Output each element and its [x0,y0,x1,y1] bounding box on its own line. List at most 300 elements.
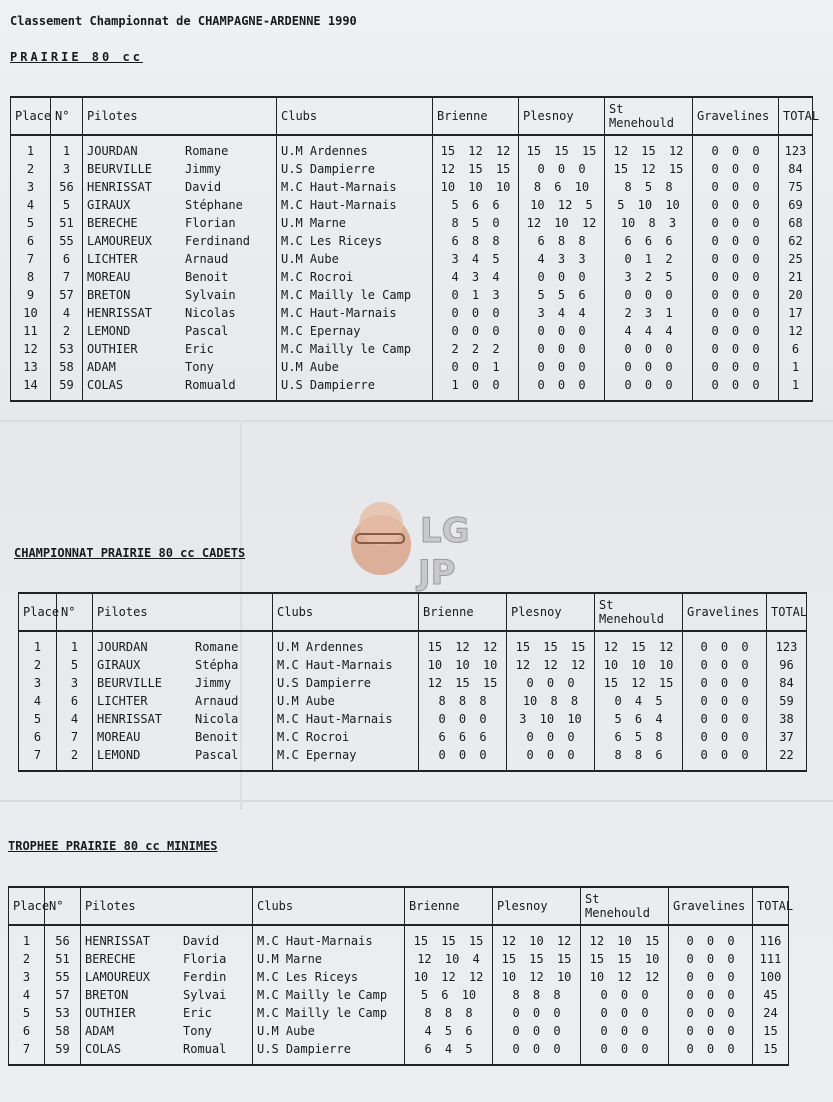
st-menehould-scores: 10 8 3 [605,214,693,232]
gravelines-scores: 0 0 0 [693,160,779,178]
pilote-nom: COLAS [87,378,124,392]
pilote-nom: BEURVILLE [97,676,163,690]
pilote-prenom: Romane [195,640,239,654]
pilote-cell [81,1040,253,1065]
pilote-prenom: Tony [183,1024,212,1038]
club-cell: U.M Aube [253,1022,405,1040]
total-cell: 25 [779,250,813,268]
pilote-cell [93,656,273,674]
club-cell: M.C Haut-Marnais [277,304,433,322]
total-cell: 20 [779,286,813,304]
place-cell: 14 [11,376,51,401]
gravelines-scores: 0 0 0 [669,986,753,1004]
club-cell: M.C Les Riceys [277,232,433,250]
place-cell: 3 [19,674,57,692]
pilote-prenom: David [185,180,222,194]
table-row [11,286,813,304]
place-cell: 6 [9,1022,45,1040]
header-number: N° [51,97,83,135]
table-row [11,304,813,322]
table-row [9,986,789,1004]
pilote-prenom: Stéphane [185,198,243,212]
number-cell: 55 [45,968,81,986]
header-gravelines: Gravelines [693,97,779,135]
pilote-prenom: Floria [183,952,227,966]
pilote-prenom: Arnaud [195,694,239,708]
club-cell: U.S Dampierre [273,674,419,692]
header-place: Place [11,97,51,135]
gravelines-scores: 0 0 0 [693,376,779,401]
pilote-cell [83,196,277,214]
brienne-scores: 10 10 10 [433,178,519,196]
table-row [19,728,807,746]
pilote-nom: ADAM [87,360,116,374]
club-cell: U.M Ardennes [277,135,433,160]
total-cell: 68 [779,214,813,232]
pilote-cell [83,250,277,268]
header-place: Place [19,593,57,631]
total-cell: 84 [767,674,807,692]
club-cell: U.S Dampierre [277,160,433,178]
club-cell: M.C Epernay [273,746,419,771]
brienne-scores: 12 15 15 [433,160,519,178]
place-cell: 7 [19,746,57,771]
gravelines-scores: 0 0 0 [683,710,767,728]
plesnoy-scores: 0 0 0 [507,746,595,771]
st-menehould-scores: 10 10 10 [595,656,683,674]
place-cell: 4 [11,196,51,214]
pilote-nom: ADAM [85,1024,114,1038]
pilote-cell [83,376,277,401]
pilote-cell [93,728,273,746]
number-cell: 51 [51,214,83,232]
plesnoy-scores: 10 8 8 [507,692,595,710]
brienne-scores: 0 0 0 [419,710,507,728]
pilote-prenom: Nicolas [185,306,236,320]
pilote-prenom: Stépha [195,658,239,672]
number-cell: 3 [51,160,83,178]
pilote-cell [83,340,277,358]
gravelines-scores: 0 0 0 [683,656,767,674]
gravelines-scores: 0 0 0 [693,322,779,340]
header-brienne: Brienne [419,593,507,631]
place-cell: 2 [11,160,51,178]
pilote-nom: BERECHE [85,952,136,966]
plesnoy-scores: 5 5 6 [519,286,605,304]
header-pilotes: Pilotes [83,97,277,135]
brienne-scores: 10 10 10 [419,656,507,674]
section-title-prairie: PRAIRIE 80 cc [10,50,143,64]
header-total: TOTAL [779,97,813,135]
plesnoy-scores: 15 15 15 [507,631,595,656]
gravelines-scores: 0 0 0 [669,950,753,968]
plesnoy-scores: 6 8 8 [519,232,605,250]
pilote-nom: GIRAUX [87,198,131,212]
plesnoy-scores: 12 10 12 [493,925,581,950]
table-row [11,322,813,340]
gravelines-scores: 0 0 0 [669,1022,753,1040]
club-cell: M.C Mailly le Camp [253,986,405,1004]
place-cell: 11 [11,322,51,340]
total-cell: 24 [753,1004,789,1022]
pilote-cell [83,286,277,304]
number-cell: 55 [51,232,83,250]
brienne-scores: 10 12 12 [405,968,493,986]
total-cell: 12 [779,322,813,340]
st-menehould-scores: 6 6 6 [605,232,693,250]
place-cell: 7 [9,1040,45,1065]
gravelines-scores: 0 0 0 [683,692,767,710]
st-menehould-scores: 8 5 8 [605,178,693,196]
table-row [19,656,807,674]
number-cell: 7 [57,728,93,746]
total-cell: 62 [779,232,813,250]
header-st-menehould: St Menehould [581,887,669,925]
st-menehould-scores: 0 0 0 [581,986,669,1004]
st-menehould-scores: 0 0 0 [581,1040,669,1065]
place-cell: 2 [9,950,45,968]
total-cell: 45 [753,986,789,1004]
pilote-nom: JOURDAN [87,144,138,158]
plesnoy-scores: 0 0 0 [519,340,605,358]
table-row [11,376,813,401]
st-menehould-scores: 0 0 0 [605,286,693,304]
number-cell: 1 [51,135,83,160]
table-row [9,1004,789,1022]
number-cell: 56 [51,178,83,196]
club-cell: U.S Dampierre [253,1040,405,1065]
pilote-cell [93,746,273,771]
pilote-nom: COLAS [85,1042,122,1056]
brienne-scores: 5 6 6 [433,196,519,214]
total-cell: 15 [753,1022,789,1040]
table-row [11,135,813,160]
pilote-nom: HENRISSAT [87,306,153,320]
table-row [9,1040,789,1065]
club-cell: M.C Epernay [277,322,433,340]
header-number: N° [57,593,93,631]
pilote-prenom: Arnaud [185,252,229,266]
pilote-nom: OUTHIER [85,1006,136,1020]
pilote-cell [93,631,273,656]
plesnoy-scores: 8 8 8 [493,986,581,1004]
pilote-cell [83,268,277,286]
gravelines-scores: 0 0 0 [693,178,779,196]
club-cell: M.C Mailly le Camp [277,340,433,358]
st-menehould-scores: 15 15 10 [581,950,669,968]
number-cell: 7 [51,268,83,286]
pilote-cell [81,986,253,1004]
pilote-nom: MOREAU [87,270,131,284]
pilote-prenom: Sylvai [183,988,227,1002]
st-menehould-scores: 12 15 12 [605,135,693,160]
st-menehould-scores: 15 12 15 [605,160,693,178]
total-cell: 84 [779,160,813,178]
number-cell: 3 [57,674,93,692]
pilote-prenom: Romuald [185,378,236,392]
pilote-nom: BERECHE [87,216,138,230]
st-menehould-scores: 0 0 0 [605,376,693,401]
gravelines-scores: 0 0 0 [693,286,779,304]
total-cell: 22 [767,746,807,771]
pilote-nom: GIRAUX [97,658,141,672]
header-total: TOTAL [767,593,807,631]
header-clubs: Clubs [277,97,433,135]
club-cell: M.C Haut-Marnais [253,925,405,950]
table-row [9,950,789,968]
place-cell: 4 [19,692,57,710]
header-clubs: Clubs [253,887,405,925]
pilote-prenom: Pascal [195,748,239,762]
results-table-cadets [18,592,807,772]
brienne-scores: 4 5 6 [405,1022,493,1040]
table-row [11,340,813,358]
document-title: Classement Championnat de CHAMPAGNE-ARDENNE 1990 [10,14,357,28]
brienne-scores: 8 5 0 [433,214,519,232]
club-cell: U.S Dampierre [277,376,433,401]
brienne-scores: 3 4 5 [433,250,519,268]
table-row [19,692,807,710]
table-row [11,268,813,286]
header-st-menehould: St Menehould [605,97,693,135]
header-total: TOTAL [753,887,789,925]
club-cell: M.C Haut-Marnais [277,178,433,196]
pilote-prenom: Eric [185,342,214,356]
plesnoy-scores: 0 0 0 [519,376,605,401]
pilote-nom: JOURDAN [97,640,148,654]
table-row [11,160,813,178]
place-cell: 7 [11,250,51,268]
club-cell: M.C Les Riceys [253,968,405,986]
club-cell: M.C Haut-Marnais [273,710,419,728]
table-row [9,1022,789,1040]
brienne-scores: 0 0 0 [433,304,519,322]
place-cell: 1 [11,135,51,160]
number-cell: 57 [45,986,81,1004]
table-row [11,178,813,196]
table-row [19,631,807,656]
header-st-menehould: St Menehould [595,593,683,631]
paper-fold [0,800,833,802]
brienne-scores: 0 0 0 [433,322,519,340]
plesnoy-scores: 10 12 10 [493,968,581,986]
pilote-prenom: Florian [185,216,236,230]
plesnoy-scores: 0 0 0 [519,358,605,376]
pilote-cell [83,304,277,322]
total-cell: 1 [779,376,813,401]
table-row [9,925,789,950]
pilote-cell [81,1022,253,1040]
gravelines-scores: 0 0 0 [683,631,767,656]
place-cell: 8 [11,268,51,286]
plesnoy-scores: 12 12 12 [507,656,595,674]
brienne-scores: 8 8 8 [405,1004,493,1022]
st-menehould-scores: 6 5 8 [595,728,683,746]
pilote-cell [93,692,273,710]
pilote-prenom: Ferdin [183,970,227,984]
number-cell: 58 [45,1022,81,1040]
brienne-scores: 15 12 12 [433,135,519,160]
total-cell: 59 [767,692,807,710]
place-cell: 10 [11,304,51,322]
pilote-prenom: Benoit [195,730,239,744]
brienne-scores: 15 12 12 [419,631,507,656]
brienne-scores: 6 6 6 [419,728,507,746]
pilote-nom: HENRISSAT [97,712,163,726]
st-menehould-scores: 0 1 2 [605,250,693,268]
st-menehould-scores: 0 0 0 [581,1004,669,1022]
place-cell: 13 [11,358,51,376]
pilote-cell [93,674,273,692]
brienne-scores: 1 0 0 [433,376,519,401]
table-row [19,710,807,728]
brienne-scores: 5 6 10 [405,986,493,1004]
brienne-scores: 0 0 1 [433,358,519,376]
pilote-nom: HENRISSAT [85,934,151,948]
club-cell: M.C Rocroi [273,728,419,746]
number-cell: 1 [57,631,93,656]
st-menehould-scores: 0 4 5 [595,692,683,710]
total-cell: 100 [753,968,789,986]
pilote-prenom: Jimmy [195,676,232,690]
gravelines-scores: 0 0 0 [693,358,779,376]
plesnoy-scores: 15 15 15 [519,135,605,160]
st-menehould-scores: 2 3 1 [605,304,693,322]
gravelines-scores: 0 0 0 [669,925,753,950]
total-cell: 111 [753,950,789,968]
st-menehould-scores: 3 2 5 [605,268,693,286]
plesnoy-scores: 15 15 15 [493,950,581,968]
pilote-cell [83,135,277,160]
number-cell: 4 [57,710,93,728]
pilote-cell [81,925,253,950]
watermark-text-lg: LG [420,511,470,551]
place-cell: 9 [11,286,51,304]
pilote-nom: LICHTER [87,252,138,266]
number-cell: 57 [51,286,83,304]
total-cell: 123 [779,135,813,160]
header-pilotes: Pilotes [81,887,253,925]
place-cell: 1 [9,925,45,950]
total-cell: 123 [767,631,807,656]
table-row [19,746,807,771]
plesnoy-scores: 12 10 12 [519,214,605,232]
pilote-nom: LICHTER [97,694,148,708]
table-row [19,674,807,692]
club-cell: M.C Mailly le Camp [253,1004,405,1022]
total-cell: 15 [753,1040,789,1065]
total-cell: 96 [767,656,807,674]
total-cell: 38 [767,710,807,728]
club-cell: U.M Aube [277,358,433,376]
place-cell: 4 [9,986,45,1004]
number-cell: 53 [51,340,83,358]
club-cell: U.M Aube [277,250,433,268]
club-cell: U.M Aube [273,692,419,710]
number-cell: 59 [51,376,83,401]
pilote-nom: OUTHIER [87,342,138,356]
st-menehould-scores: 5 10 10 [605,196,693,214]
place-cell: 5 [9,1004,45,1022]
plesnoy-scores: 0 0 0 [507,674,595,692]
st-menehould-scores: 8 8 6 [595,746,683,771]
gravelines-scores: 0 0 0 [693,268,779,286]
number-cell: 51 [45,950,81,968]
header-gravelines: Gravelines [669,887,753,925]
header-plesnoy: Plesnoy [493,887,581,925]
number-cell: 2 [51,322,83,340]
brienne-scores: 0 0 0 [419,746,507,771]
st-menehould-scores: 12 10 15 [581,925,669,950]
number-cell: 4 [51,304,83,322]
st-menehould-scores: 0 0 0 [581,1022,669,1040]
club-cell: U.M Marne [277,214,433,232]
place-cell: 3 [9,968,45,986]
header-clubs: Clubs [273,593,419,631]
pilote-cell [81,950,253,968]
total-cell: 6 [779,340,813,358]
header-gravelines: Gravelines [683,593,767,631]
pilote-cell [83,232,277,250]
total-cell: 1 [779,358,813,376]
brienne-scores: 4 3 4 [433,268,519,286]
header-brienne: Brienne [405,887,493,925]
place-cell: 1 [19,631,57,656]
number-cell: 58 [51,358,83,376]
pilote-cell [83,214,277,232]
st-menehould-scores: 10 12 12 [581,968,669,986]
st-menehould-scores: 5 6 4 [595,710,683,728]
watermark-text-jp: JP [418,553,456,593]
place-cell: 5 [11,214,51,232]
total-cell: 21 [779,268,813,286]
total-cell: 69 [779,196,813,214]
number-cell: 6 [57,692,93,710]
brienne-scores: 15 15 15 [405,925,493,950]
pilote-cell [93,710,273,728]
brienne-scores: 6 4 5 [405,1040,493,1065]
gravelines-scores: 0 0 0 [693,304,779,322]
total-cell: 116 [753,925,789,950]
plesnoy-scores: 3 10 10 [507,710,595,728]
pilote-nom: BRETON [87,288,131,302]
paper-fold [0,420,833,422]
pilote-nom: BEURVILLE [87,162,153,176]
header-number: N° [45,887,81,925]
place-cell: 6 [19,728,57,746]
section-title-minimes: TROPHEE PRAIRIE 80 cc MINIMES [8,839,218,853]
header-place: Place [9,887,45,925]
brienne-scores: 0 1 3 [433,286,519,304]
plesnoy-scores: 0 0 0 [519,322,605,340]
brienne-scores: 6 8 8 [433,232,519,250]
total-cell: 37 [767,728,807,746]
header-plesnoy: Plesnoy [519,97,605,135]
place-cell: 6 [11,232,51,250]
st-menehould-scores: 4 4 4 [605,322,693,340]
plesnoy-scores: 0 0 0 [493,1004,581,1022]
club-cell: U.M Marne [253,950,405,968]
plesnoy-scores: 3 4 4 [519,304,605,322]
st-menehould-scores: 0 0 0 [605,358,693,376]
place-cell: 12 [11,340,51,358]
gravelines-scores: 0 0 0 [693,232,779,250]
st-menehould-scores: 0 0 0 [605,340,693,358]
header-plesnoy: Plesnoy [507,593,595,631]
gravelines-scores: 0 0 0 [683,674,767,692]
watermark-logo [348,500,483,595]
pilote-nom: LAMOUREUX [87,234,153,248]
